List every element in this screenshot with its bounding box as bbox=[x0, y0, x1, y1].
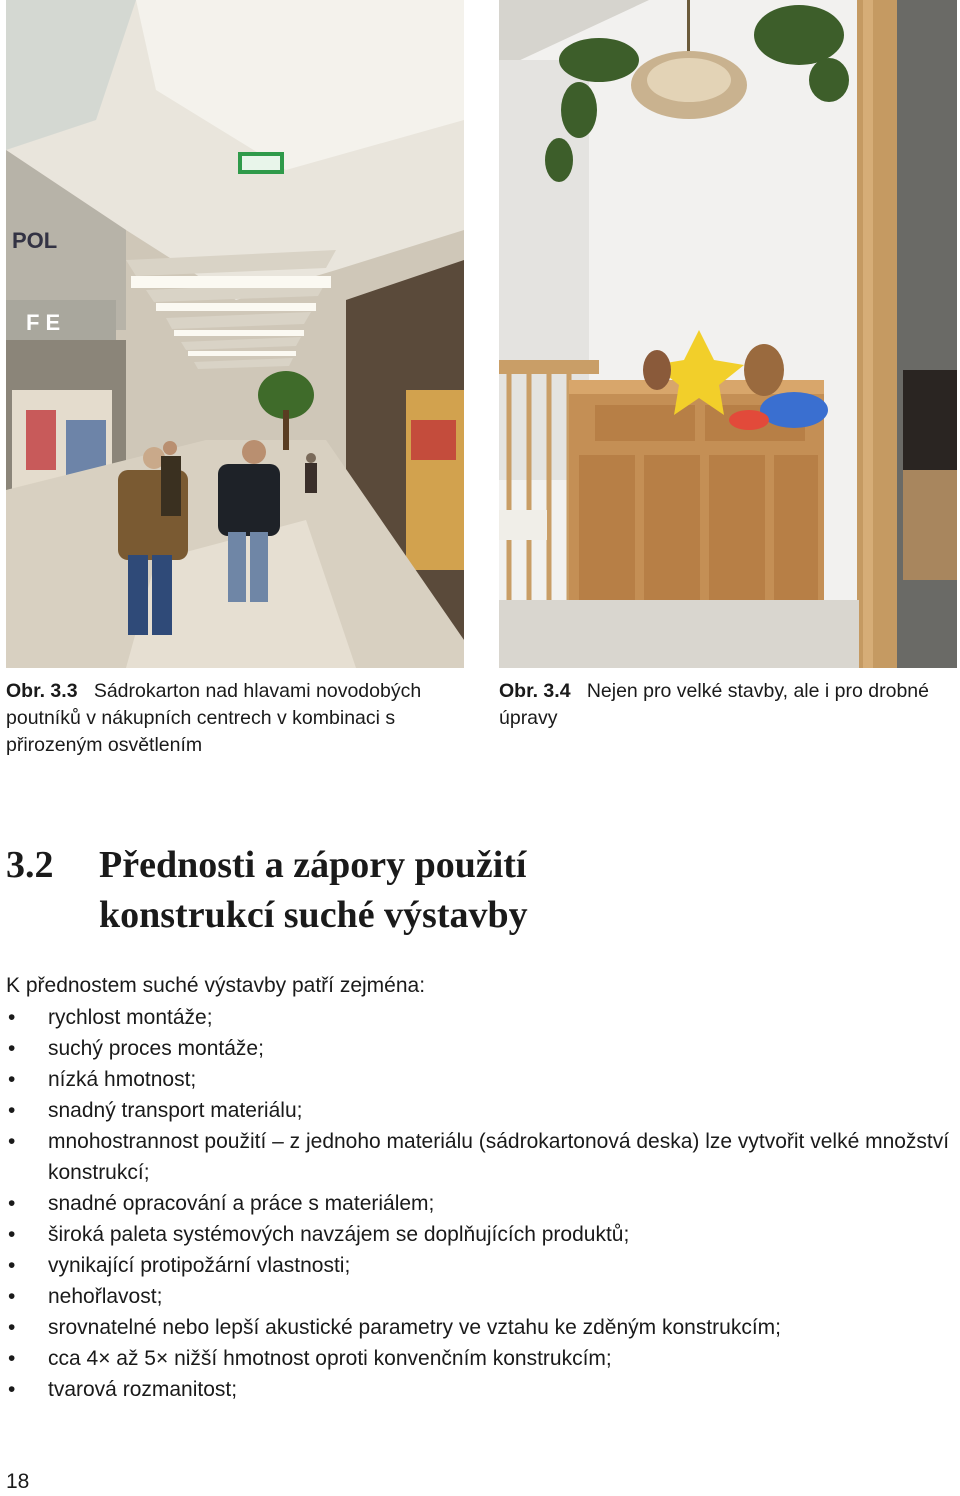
list-item-text: suchý proces montáže; bbox=[48, 1037, 264, 1060]
figure-caption-3-4 bbox=[499, 678, 954, 732]
bullet-icon: • bbox=[8, 1192, 16, 1215]
figure-label: Obr. 3.4 bbox=[499, 680, 571, 702]
list-item bbox=[6, 1126, 960, 1188]
list-item bbox=[6, 1188, 960, 1219]
mall-photo bbox=[6, 0, 464, 668]
list-item-text: cca 4× až 5× nižší hmotnost oproti konvenčním konstrukcím; bbox=[48, 1347, 612, 1370]
list-item bbox=[6, 1002, 960, 1033]
bullet-icon: • bbox=[8, 1285, 16, 1308]
list-item bbox=[6, 1064, 960, 1095]
list-item bbox=[6, 1281, 960, 1312]
advantages-list bbox=[6, 1002, 960, 1405]
bullet-icon: • bbox=[8, 1254, 16, 1277]
section-title-line-2: konstrukcí suché výstavby bbox=[99, 894, 528, 936]
intro-text: K přednostem suché výstavby patří zejména: bbox=[6, 974, 426, 997]
list-item bbox=[6, 1250, 960, 1281]
mall-sign-fe: F E bbox=[26, 310, 61, 335]
list-item-text: nehořlavost; bbox=[48, 1285, 163, 1308]
figure-caption-text: Nejen pro velké stavby, ale i pro drobné úpravy bbox=[499, 680, 929, 729]
list-item bbox=[6, 1312, 960, 1343]
list-item-text: nízká hmotnost; bbox=[48, 1068, 197, 1091]
bullet-icon: • bbox=[8, 1347, 16, 1370]
list-item bbox=[6, 1219, 960, 1250]
bullet-icon: • bbox=[8, 1316, 16, 1339]
list-item bbox=[6, 1343, 960, 1374]
list-item-text: srovnatelné nebo lepší akustické parametry ve vztahu ke zděným konstrukcím; bbox=[48, 1316, 782, 1339]
list-item-text: snadný transport materiálu; bbox=[48, 1099, 303, 1122]
list-item-text: mnohostrannost použití – z jednoho materiálu (sádrokartonová deska) lze vytvořit velké množství konstrukcí; bbox=[48, 1130, 950, 1184]
section-title-line-1: Přednosti a zápory použití bbox=[99, 844, 527, 886]
page-number: 18 bbox=[6, 1470, 30, 1493]
bullet-icon: • bbox=[8, 1223, 16, 1246]
figure-caption-text: Sádrokarton nad hlavami novodobých poutníků v nákupních centrech v kombinaci s přirozeným osvětlením bbox=[6, 680, 422, 756]
bullet-icon: • bbox=[8, 1068, 16, 1091]
figure-label: Obr. 3.3 bbox=[6, 680, 78, 702]
list-item bbox=[6, 1033, 960, 1064]
bullet-icon: • bbox=[8, 1006, 16, 1029]
list-item-text: tvarová rozmanitost; bbox=[48, 1378, 238, 1401]
list-item-text: snadné opracování a práce s materiálem; bbox=[48, 1192, 435, 1215]
bullet-icon: • bbox=[8, 1099, 16, 1122]
bullet-icon: • bbox=[8, 1378, 16, 1401]
section-number: 3.2 bbox=[6, 844, 54, 886]
section-title bbox=[99, 840, 528, 940]
mall-sign-pol: POL bbox=[12, 228, 58, 253]
bullet-icon: • bbox=[8, 1037, 16, 1060]
bullet-icon: • bbox=[8, 1130, 16, 1153]
list-item bbox=[6, 1095, 960, 1126]
list-item bbox=[6, 1374, 960, 1405]
list-item-text: rychlost montáže; bbox=[48, 1006, 213, 1029]
list-item-text: vynikající protipožární vlastnosti; bbox=[48, 1254, 351, 1277]
room-photo bbox=[499, 0, 957, 668]
figure-caption-3-3 bbox=[6, 678, 476, 759]
list-item-text: široká paleta systémových navzájem se doplňujících produktů; bbox=[48, 1223, 630, 1246]
